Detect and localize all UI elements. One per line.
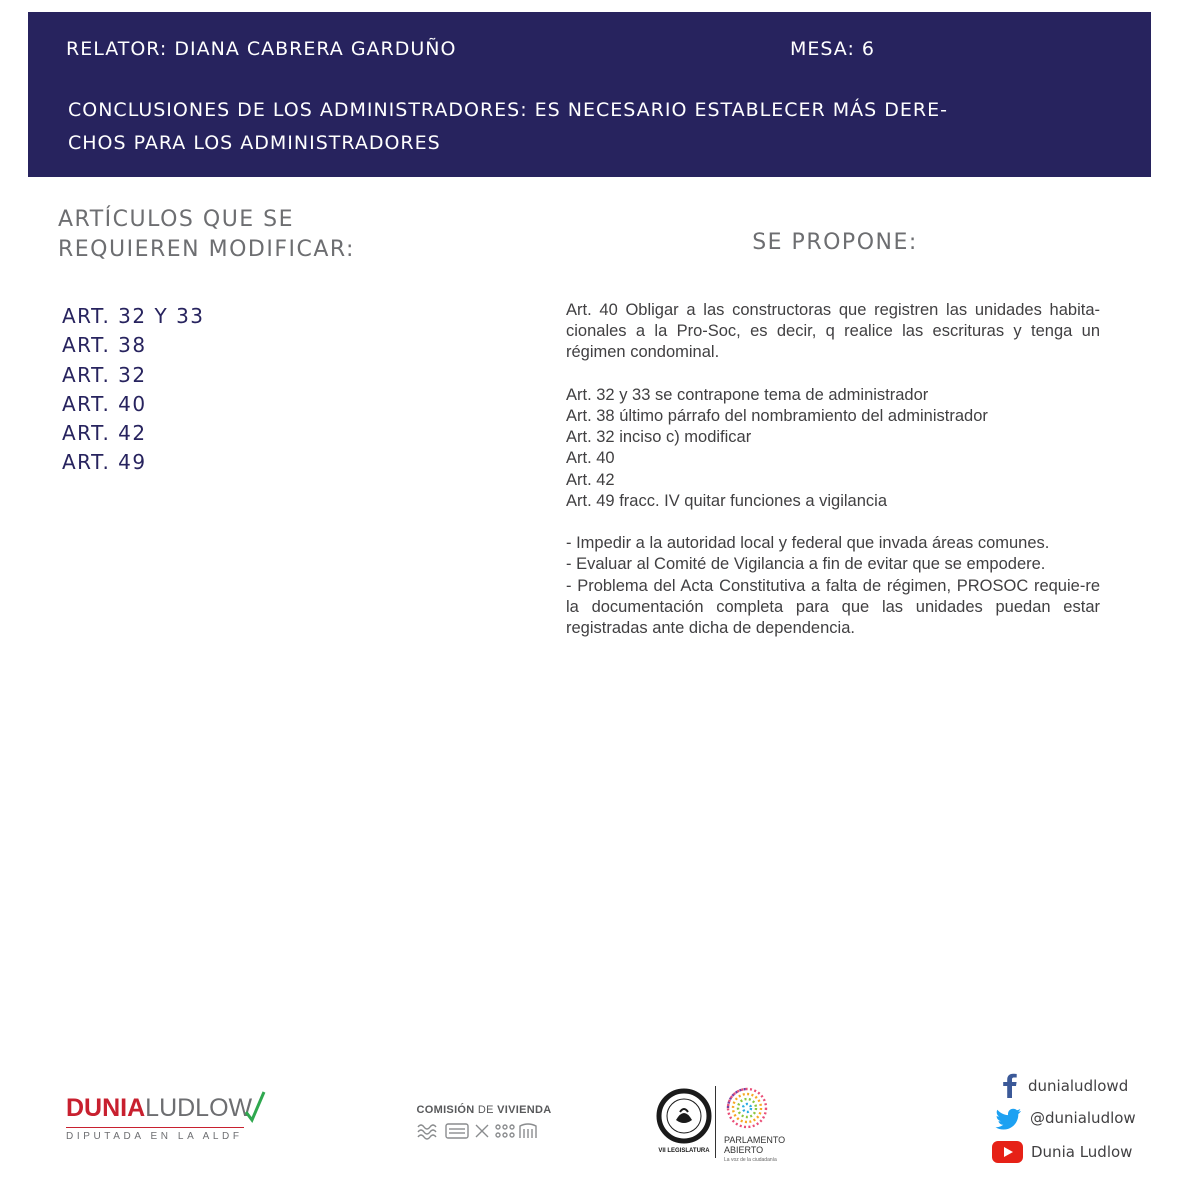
facebook-handle: dunialudlowd [1028, 1077, 1129, 1095]
proposal-heading: SE PROPONE: [752, 230, 918, 255]
housing-glyphs-icon [416, 1121, 552, 1141]
facebook-icon [990, 1072, 1030, 1100]
proposal-line: Art. 49 fracc. IV quitar funciones a vigilancia [566, 491, 887, 510]
dunia-divider [66, 1127, 244, 1128]
proposal-line: Art. 32 y 33 se contrapone tema de administrador [566, 385, 929, 404]
youtube-handle: Dunia Ludlow [1031, 1143, 1133, 1161]
proposal-line: Art. 38 último párrafo del nombramiento del administrador [566, 407, 988, 425]
conclusion-text [68, 94, 1028, 160]
comision-title: COMISIÓN DE VIVIENDA [416, 1104, 552, 1116]
legislatura-label: VII LEGISLATURA [658, 1148, 710, 1154]
conclusion-line-2: CHOS PARA LOS ADMINISTRADORES [68, 132, 441, 154]
parlamento-burst-icon [724, 1086, 770, 1130]
proposal-line: Art. 32 inciso c) modificar [566, 428, 752, 447]
proposal-paragraph: Art. 40 Obligar a las constructoras que registren las unidades habita-cionales a la Pro-Soc, es decir, q realice las escrituras y tenga un régimen condominal. [566, 301, 1100, 362]
parlamento-abierto-logo [724, 1086, 785, 1165]
dunia-subtitle: DIPUTADA EN LA ALDF [66, 1131, 243, 1142]
comision-vivienda-logo [408, 1104, 560, 1146]
proposal-line: Art. 42 [566, 470, 615, 489]
articles-heading-line-2: REQUIEREN MODIFICAR: [58, 237, 355, 262]
proposal-line: Art. 40 [566, 449, 615, 468]
asamblea-legislativa-seal [652, 1086, 716, 1156]
articles-list [62, 302, 205, 478]
articles-heading [58, 205, 388, 265]
seal-divider [715, 1086, 716, 1158]
mesa-label: MESA: 6 [790, 38, 876, 60]
parlamento-tagline: La voz de la ciudadanía [724, 1157, 777, 1163]
parlamento-line-2: ABIERTO [724, 1145, 764, 1155]
article-item: ART. 32 Y 33 [62, 304, 205, 328]
parlamento-line-1: PARLAMENTO [724, 1135, 786, 1145]
dunia-ludlow-wordmark: DUNIALUDLOW [66, 1094, 253, 1122]
relator-label: RELATOR: DIANA CABRERA GARDUÑO [66, 38, 457, 60]
proposal-bullet: - Evaluar al Comité de Vigilancia a fin de evitar que se empodere. [566, 555, 1046, 574]
youtube-icon [990, 1138, 1030, 1166]
twitter-icon [990, 1104, 1030, 1132]
proposal-bullet: - Impedir a la autoridad local y federal que invada áreas comunes. [566, 534, 1050, 553]
dunia-ludlow-logo [66, 1094, 252, 1142]
checkmark-icon [244, 1090, 266, 1124]
proposal-bullet: - Problema del Acta Constitutiva a falta de régimen, PROSOC requie-re la documentación completa para que las unidades puedan estar registradas ante dicha de dependencia. [566, 576, 1100, 638]
proposal-body [566, 300, 1100, 639]
article-item: ART. 49 [62, 450, 147, 475]
article-item: ART. 42 [62, 421, 147, 446]
article-item: ART. 38 [62, 333, 147, 358]
header-banner [28, 12, 1151, 177]
article-item: ART. 32 [62, 362, 147, 387]
article-item: ART. 40 [62, 391, 147, 416]
twitter-handle: @dunialudlow [1030, 1109, 1136, 1127]
conclusion-line-1: CONCLUSIONES DE LOS ADMINISTRADORES: ES NECESARIO ESTABLECER MÁS DERE- [68, 99, 948, 121]
articles-heading-line-1: ARTÍCULOS QUE SE [58, 207, 295, 232]
